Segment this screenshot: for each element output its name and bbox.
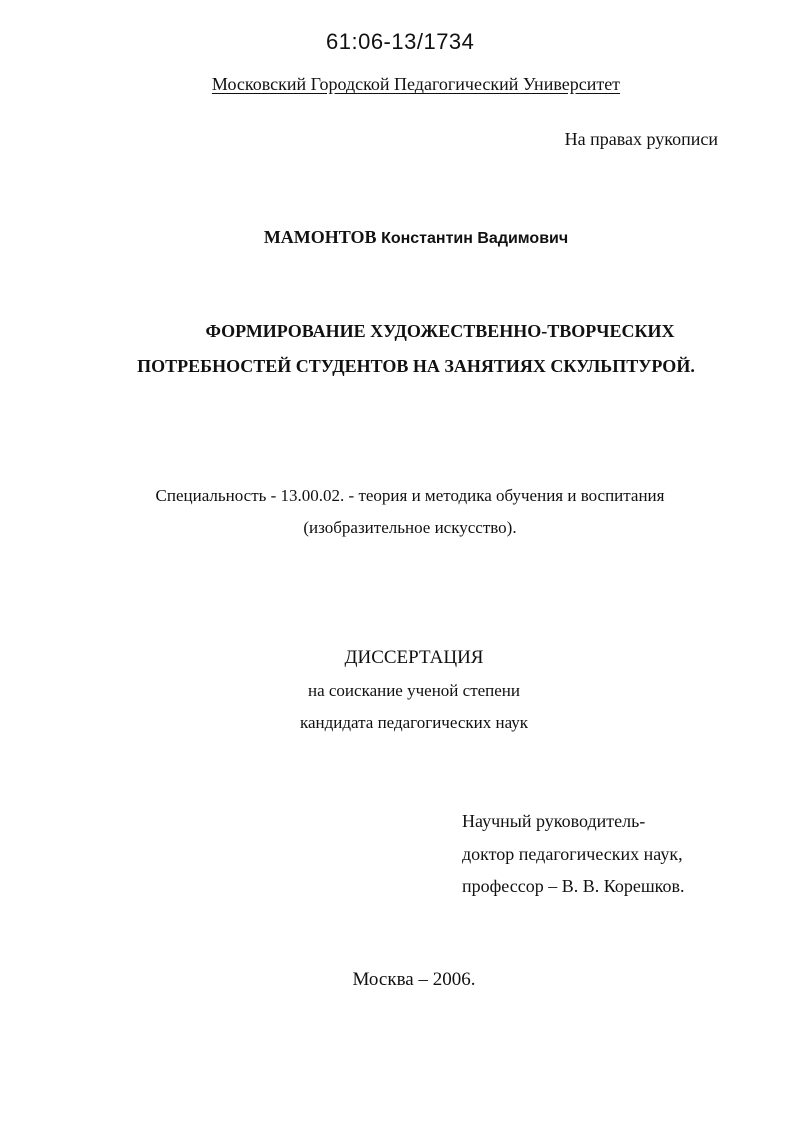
supervisor-line-2: доктор педагогических наук, xyxy=(462,844,683,864)
dissertation-title-line-1: ФОРМИРОВАНИЕ ХУДОЖЕСТВЕННО-ТВОРЧЕСКИХ xyxy=(205,321,675,341)
supervisor-line-3: профессор – В. В. Корешков. xyxy=(462,876,685,896)
dissertation-title-line-2: ПОТРЕБНОСТЕЙ СТУДЕНТОВ НА ЗАНЯТИЯХ СКУЛЬПТУРОЙ. xyxy=(137,356,695,376)
work-type-heading: ДИССЕРТАЦИЯ xyxy=(344,647,484,668)
specialty-line-2: (изобразительное искусство). xyxy=(303,518,517,537)
supervisor-line-1: Научный руководитель- xyxy=(462,811,646,831)
university-name: Московский Городской Педагогический Университет xyxy=(211,74,621,94)
manuscript-rights-note: На правах рукописи xyxy=(564,129,718,149)
author-given-names: Константин Вадимович xyxy=(381,230,569,247)
author-name xyxy=(0,227,794,248)
author-surname: МАМОНТОВ xyxy=(263,227,377,247)
catalog-number: 61:06-13/1734 xyxy=(326,29,475,54)
degree-line-1: на соискание ученой степени xyxy=(307,681,521,700)
specialty-line-1: Специальность - 13.00.02. - теория и методика обучения и воспитания xyxy=(155,486,665,505)
degree-line-2: кандидата педагогических наук xyxy=(299,713,529,732)
place-and-year: Москва – 2006. xyxy=(352,969,476,990)
